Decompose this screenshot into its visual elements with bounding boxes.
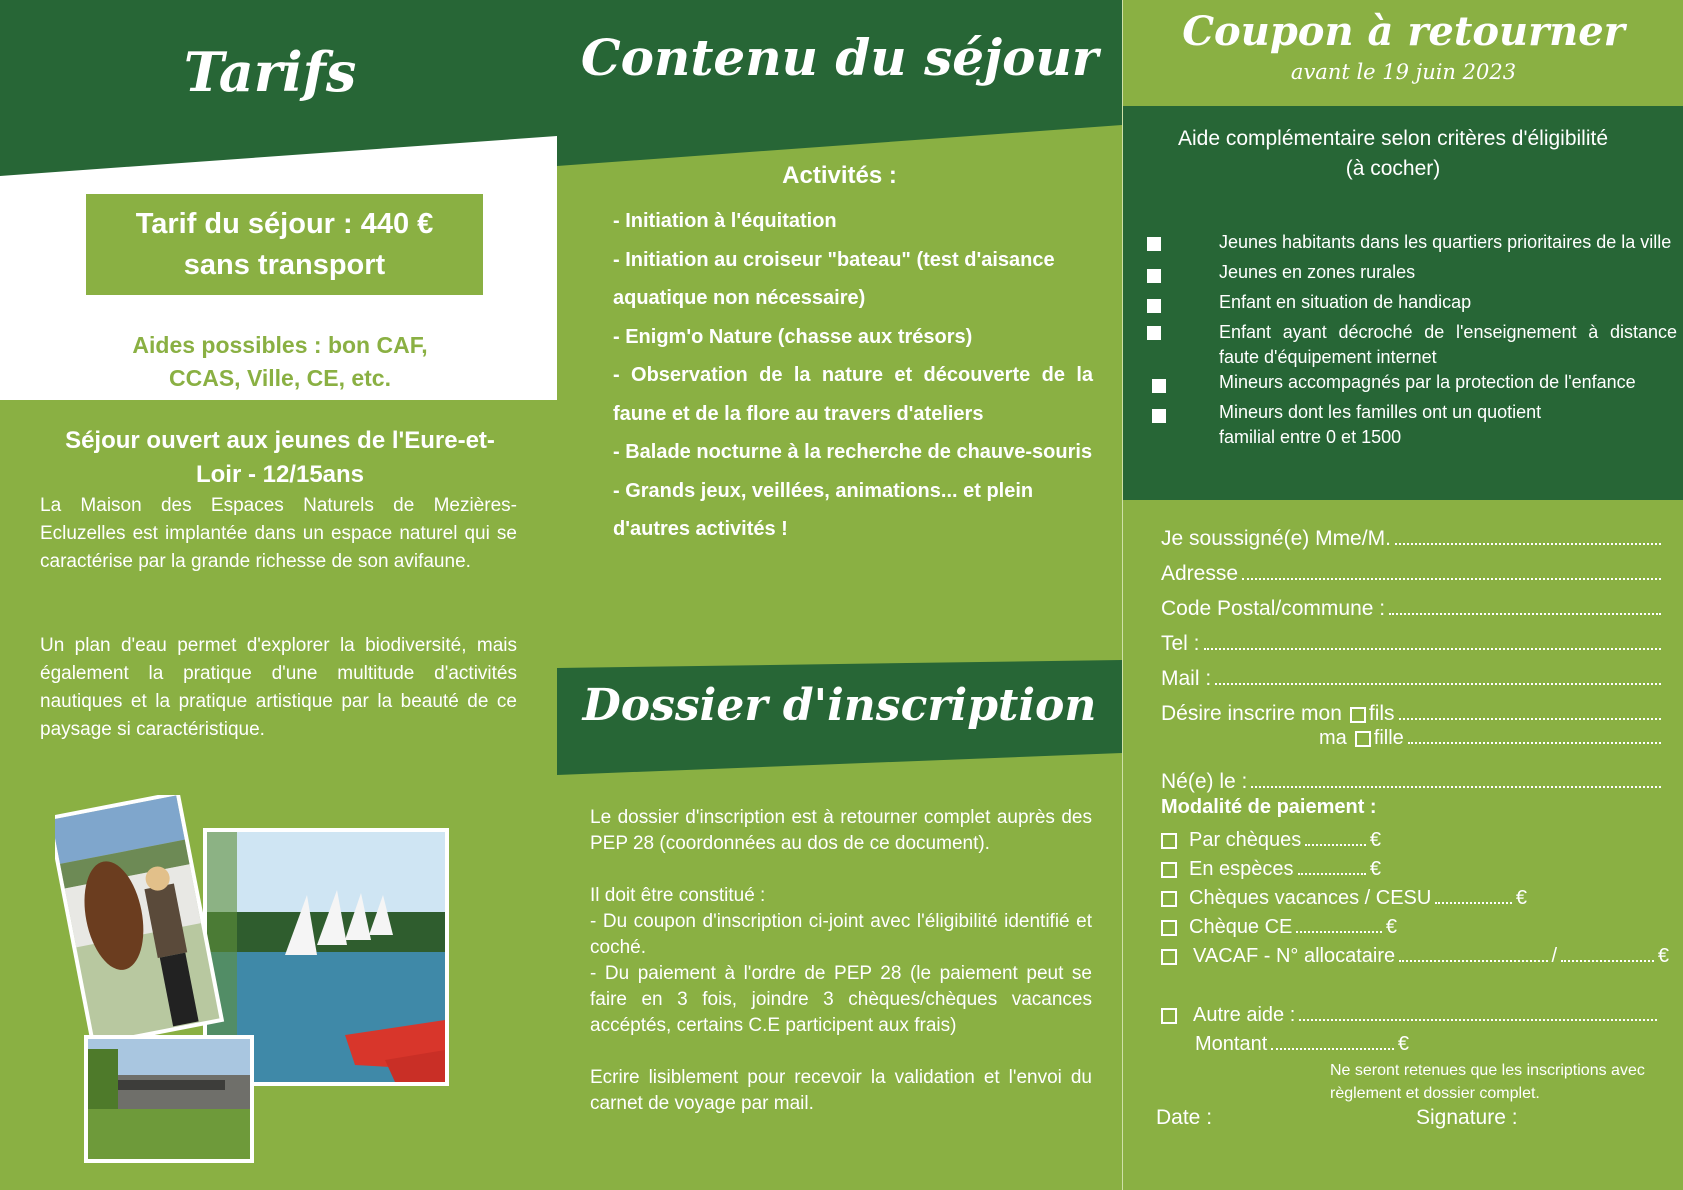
price-line-2: sans transport	[183, 249, 386, 281]
criteria-item: Enfant en situation de handicap	[1147, 290, 1677, 320]
checkbox[interactable]	[1147, 269, 1161, 283]
signature-field[interactable]: Signature :	[1416, 1106, 1518, 1129]
field-code-postal[interactable]: Code Postal/commune :	[1161, 586, 1665, 621]
sejour-ouvert-line-1: Séjour ouvert aux jeunes de l'Eure-et-	[65, 427, 495, 454]
activity-item: - Observation de la nature et découverte de la faune et de la flore au travers d'ateliers	[613, 364, 1093, 425]
field-ne-le[interactable]: Né(e) le :	[1161, 750, 1665, 794]
coupon-panel	[1122, 0, 1683, 1190]
activity-item: - Balade nocturne à la recherche de chauve-souris	[613, 441, 1093, 463]
photo-collage	[55, 795, 460, 1170]
activity-item: - Initiation au croiseur "bateau" (test d'aisance aquatique non nécessaire)	[613, 248, 1055, 309]
aides-text	[30, 329, 530, 395]
field-tel[interactable]: Tel :	[1161, 621, 1665, 656]
field-desire-fils: Désire inscrire mon fils	[1161, 691, 1665, 726]
checkbox[interactable]	[1161, 862, 1177, 878]
sejour-ouvert-line-2: Loir - 12/15ans	[195, 461, 365, 488]
criteria-item: Jeunes habitants dans les quartiers prioritaires de la ville	[1147, 230, 1677, 258]
checkbox[interactable]	[1161, 891, 1177, 907]
checkbox[interactable]	[1147, 299, 1161, 313]
coupon-form	[1161, 516, 1665, 794]
price-box	[86, 194, 483, 295]
aide-heading-line-1: Aide complémentaire selon critères d'éligibilité	[1177, 127, 1609, 150]
tarifs-panel	[0, 0, 557, 1190]
criteria-item: Mineurs dont les familles ont un quotient familial entre 0 et 1500	[1147, 400, 1677, 450]
criteria-item: Jeunes en zones rurales	[1147, 260, 1677, 290]
coupon-subtitle: avant le 19 juin 2023	[1290, 60, 1517, 84]
intro-paragraph-1: La Maison des Espaces Naturels de Mezières-Ecluzelles est implantée dans un espace naturel qui se caractérise par la grande richesse de son avifaune.	[40, 495, 517, 572]
note: Ne seront retenues que les inscriptions avec règlement et dossier complet.	[1330, 1062, 1645, 1102]
checkbox-fils[interactable]	[1350, 707, 1366, 723]
contenu-title: Contenu du séjour	[580, 28, 1099, 87]
aides-line-2: CCAS, Ville, CE, etc.	[169, 365, 391, 391]
checkbox[interactable]	[1152, 379, 1166, 393]
dossier-para-1: Le dossier d'inscription est à retourner complet auprès des PEP 28 (coordonnées au dos de ce document).	[590, 807, 1092, 854]
activities-list	[613, 202, 1093, 549]
aide-heading	[1123, 124, 1663, 184]
photo-horse	[55, 795, 224, 1047]
field-ma-fille: ma fille	[1161, 726, 1665, 750]
paiement-vacaf[interactable]: VACAF - N° allocataire / €	[1161, 942, 1669, 971]
tarifs-title: Tarifs	[183, 40, 357, 104]
date-field[interactable]: Date :	[1156, 1106, 1213, 1129]
dossier-para-2-item-1: - Du coupon d'inscription ci-joint avec l'éligibilité identifié et coché.	[590, 911, 1092, 958]
criteria-list	[1147, 230, 1677, 450]
checkbox[interactable]	[1147, 326, 1161, 340]
checkbox[interactable]	[1161, 920, 1177, 936]
criteria-item: Mineurs accompagnés par la protection de l'enfance	[1147, 370, 1677, 400]
aides-line-1: Aides possibles : bon CAF,	[132, 332, 428, 358]
activity-item: - Grands jeux, veillées, animations... et plein d'autres activités !	[613, 479, 1034, 540]
paiement-section	[1161, 796, 1671, 1059]
dossier-title: Dossier d'inscription	[582, 680, 1097, 731]
checkbox[interactable]	[1152, 409, 1166, 423]
field-mail[interactable]: Mail :	[1161, 656, 1665, 691]
paiement-especes[interactable]: En espèces €	[1161, 855, 1381, 884]
dossier-para-2-item-2: - Du paiement à l'ordre de PEP 28 (le paiement peut se faire en 3 fois, joindre 3 chèques/chèques vacances accéptés, certains C.E participent aux frais)	[590, 963, 1092, 1036]
activity-item: - Enigm'o Nature (chasse aux trésors)	[613, 325, 973, 348]
contenu-panel	[557, 0, 1122, 1190]
montant[interactable]: Montant €	[1195, 1033, 1409, 1055]
coupon-title: Coupon à retourner	[1182, 8, 1625, 55]
checkbox[interactable]	[1147, 237, 1161, 251]
field-soussigne[interactable]: Je soussigné(e) Mme/M.	[1161, 516, 1665, 551]
paiement-vacances[interactable]: Chèques vacances / CESU €	[1161, 884, 1527, 913]
activity-item: - Initiation à l'équitation	[613, 210, 837, 232]
checkbox[interactable]	[1161, 833, 1177, 849]
autre-aide[interactable]: Autre aide :	[1161, 1001, 1661, 1030]
intro-paragraph-2: Un plan d'eau permet d'explorer la biodiversité, mais également la pratique d'une multitude d'activités nautiques et la pratique artistique par la beauté de ce paysage si caractéristique.	[40, 635, 517, 740]
checkbox-fille[interactable]	[1355, 731, 1371, 747]
photo-building	[84, 1035, 254, 1163]
criteria-item: Enfant ayant décroché de l'enseignement à distance faute d'équipement internet	[1147, 320, 1677, 370]
dossier-text	[590, 805, 1092, 1117]
activites-heading: Activités :	[782, 162, 897, 189]
dossier-para-3: Ecrire lisiblement pour recevoir la validation et l'envoi du carnet de voyage par mail.	[590, 1067, 1092, 1114]
paiement-heading: Modalité de paiement :	[1161, 796, 1377, 818]
checkbox[interactable]	[1161, 949, 1177, 965]
paiement-cheques[interactable]: Par chèques €	[1161, 826, 1381, 855]
sejour-ouvert	[20, 424, 540, 492]
dossier-para-2-heading: Il doit être constitué :	[590, 885, 766, 906]
price-line-1: Tarif du séjour : 440 €	[135, 208, 434, 240]
paiement-ce[interactable]: Chèque CE €	[1161, 913, 1397, 942]
checkbox[interactable]	[1161, 1008, 1177, 1024]
aide-heading-line-2: (à cocher)	[1345, 157, 1441, 180]
field-adresse[interactable]: Adresse	[1161, 551, 1665, 586]
